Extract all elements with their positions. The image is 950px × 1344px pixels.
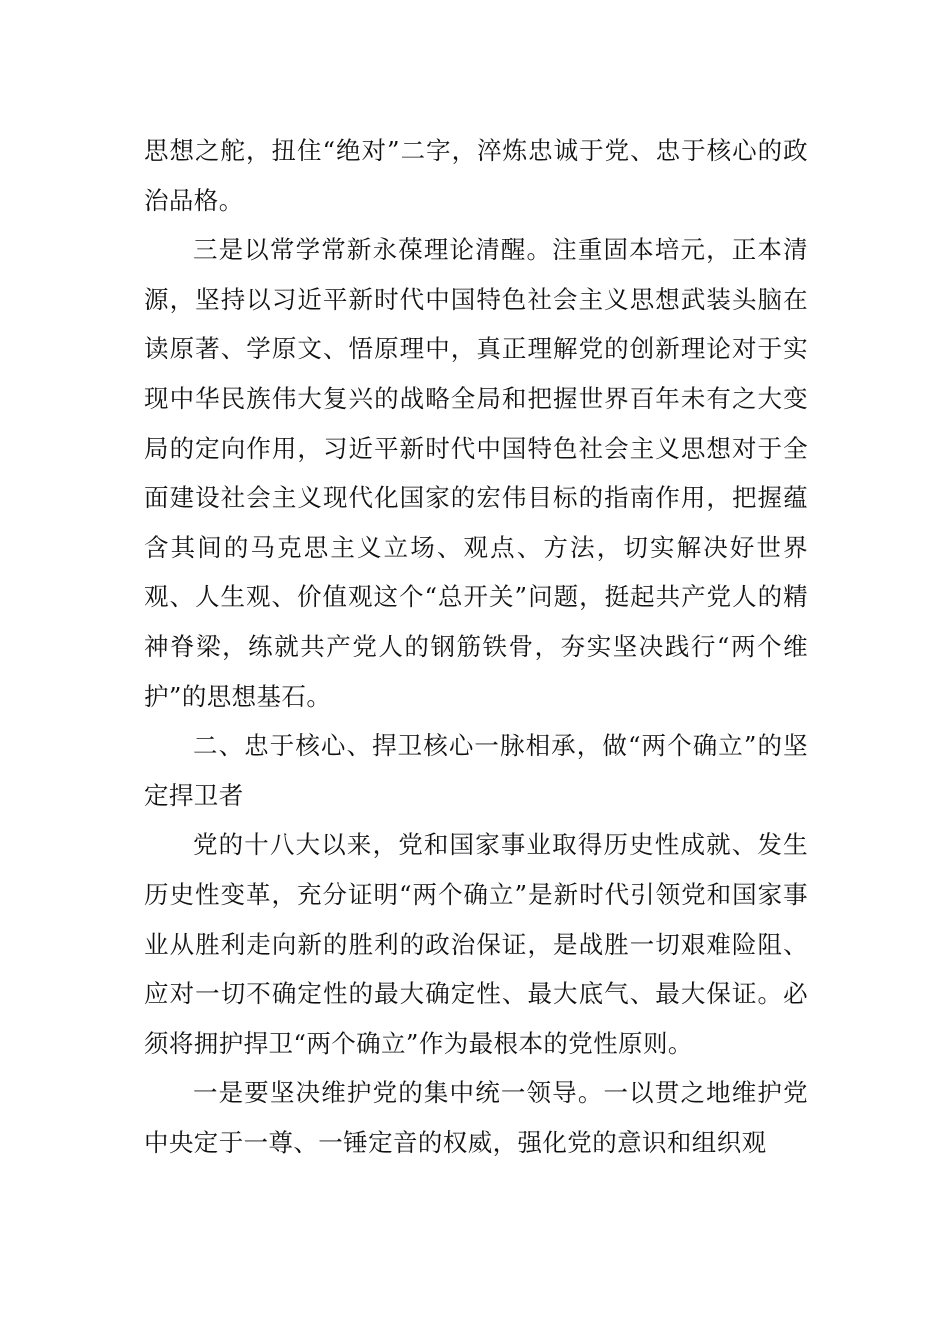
paragraph-theory-clarity: 三是以常学常新永葆理论清醒。注重固本培元，正本清源，坚持以习近平新时代中国特色社会主义思想武装头脑在读原著、学原文、悟原理中，真正理解党的创新理论对于实现中华民族伟大复兴的战略全局和把握世界百年未有之大变局的定向作用，习近平新时代中国特色社会主义思想对于全面建设社会主义现代化国家的宏伟目标的指南作用，把握蕴含其间的马克思主义立场、观点、方法，切实解决好世界观、人生观、价值观这个“总开关”问题，挺起共产党人的精神脊梁，练就共产党人的钢筋铁骨，夯实坚决践行“两个维护”的思想基石。: [144, 235, 808, 711]
paragraph-centralized-leadership: 一是要坚决维护党的集中统一领导。一以贯之地维护党中央定于一尊、一锤定音的权威，强化党的意识和组织观: [144, 1078, 808, 1157]
paragraph-continuation: 思想之舵，扭住“绝对”二字，淬炼忠诚于党、忠于核心的政治品格。: [144, 136, 808, 215]
section-heading-two: 二、忠于核心、捍卫核心一脉相承，做“两个确立”的坚定捍卫者: [144, 731, 808, 810]
document-body: [144, 126, 808, 1167]
paragraph-eighteenth-congress: 党的十八大以来，党和国家事业取得历史性成就、发生历史性变革，充分证明“两个确立”是新时代引领党和国家事业从胜利走向新的胜利的政治保证，是战胜一切艰难险阻、应对一切不确定性的最大确定性、最大底气、最大保证。必须将拥护捍卫“两个确立”作为最根本的党性原则。: [144, 830, 808, 1058]
